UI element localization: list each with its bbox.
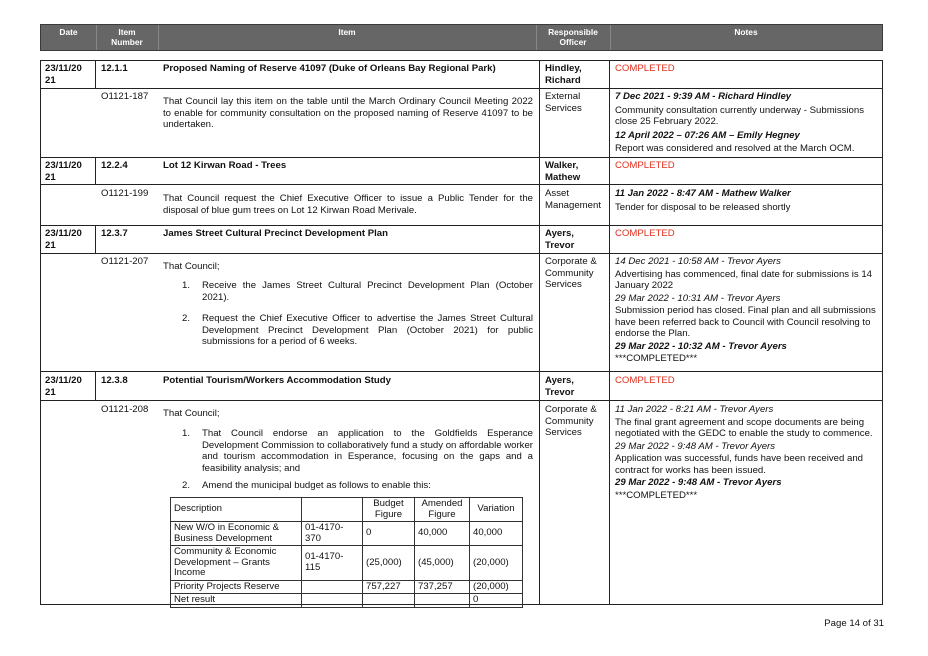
row-divider [40, 184, 883, 185]
note-entry: 12 April 2022 – 07:26 AM – Emily Hegney [615, 129, 800, 141]
header-notes: Notes [734, 27, 758, 37]
row-divider [40, 225, 883, 226]
budget-header: Budget Figure [363, 498, 415, 522]
budget-cell: (20,000) [470, 546, 523, 581]
list-marker: 2. [182, 313, 191, 324]
resolution-intro: That Council; [163, 261, 220, 272]
department: External Services [545, 91, 582, 114]
col-divider [95, 157, 96, 184]
budget-cell: New W/O in Economic & Business Development [171, 522, 302, 546]
note-entry: ***COMPLETED*** [615, 353, 698, 364]
note-entry: 29 Mar 2022 - 10:31 AM - Trevor Ayers [615, 292, 781, 304]
status-completed: COMPLETED [615, 160, 675, 171]
budget-cell: 0 [470, 594, 523, 608]
status-completed: COMPLETED [615, 375, 675, 386]
department: Corporate & Community Services [545, 404, 597, 438]
row-title: Proposed Naming of Reserve 41097 (Duke of Orleans Bay Regional Park) [163, 63, 496, 74]
table-row [171, 498, 523, 522]
list-marker: 2. [182, 480, 191, 491]
budget-cell: 40,000 [415, 522, 470, 546]
budget-cell: Net result [171, 594, 302, 608]
row-divider [40, 253, 883, 254]
notes-cell [615, 256, 877, 365]
notes-cell [615, 188, 877, 213]
row-officer: Walker, Mathew [545, 160, 581, 183]
note-entry: 29 Mar 2022 - 9:48 AM - Trevor Ayers [615, 440, 776, 452]
department: Asset Management [545, 188, 601, 211]
note-entry: 11 Jan 2022 - 8:47 AM - Mathew Walker [615, 188, 791, 199]
col-divider [95, 225, 96, 253]
status-completed: COMPLETED [615, 63, 675, 74]
row-officer: Ayers, Trevor [545, 375, 575, 398]
row-number: 12.1.1 [101, 63, 128, 74]
resolution-text: That Council lay this item on the table until the March Ordinary Council Meeting 2022 to enable for community consultation on the proposed naming of Reserve 41097 to be undertaken. [163, 96, 533, 130]
note-entry: 11 Jan 2022 - 8:21 AM - Trevor Ayers [615, 404, 774, 415]
resolution-intro: That Council; [163, 408, 220, 419]
list-marker: 1. [182, 280, 191, 291]
budget-cell [363, 594, 415, 608]
note-entry: Advertising has commenced, final date for submissions is 14 January 2022 [615, 268, 873, 291]
row-officer: Hindley, Richard [545, 63, 582, 86]
table-row [171, 546, 523, 581]
resolution-text: That Council request the Chief Executive Officer to issue a Public Tender for the disposal of blue gum trees on Lot 12 Kirwan Road Merivale. [163, 193, 533, 216]
budget-cell [415, 594, 470, 608]
row-date: 23/11/20 21 [45, 63, 82, 86]
budget-cell: 01-4170- 115 [302, 546, 363, 581]
note-entry: Submission period has closed. Final plan and all submissions have been referred back to Council with Council resolving to endorse the Plan. [615, 305, 876, 339]
row-date: 23/11/20 21 [45, 375, 82, 398]
table-row [171, 594, 523, 608]
budget-header: Variation [470, 498, 523, 522]
col-divider [539, 60, 540, 605]
budget-cell: 737,257 [415, 580, 470, 594]
notes-cell [615, 91, 877, 155]
budget-table [170, 497, 523, 608]
list-marker: 1. [182, 428, 191, 439]
row-date: 23/11/20 21 [45, 228, 82, 251]
row-number: 12.3.7 [101, 228, 128, 239]
budget-cell: 757,227 [363, 580, 415, 594]
budget-cell: (20,000) [470, 580, 523, 594]
budget-header [302, 498, 363, 522]
row-number: 12.3.8 [101, 375, 128, 386]
budget-cell: (45,000) [415, 546, 470, 581]
row-date: 23/11/20 21 [45, 160, 82, 183]
header-responsible-officer: Responsible Officer [548, 27, 598, 47]
resolution-number: O1121-187 [101, 91, 149, 102]
row-title: Potential Tourism/Workers Accommodation Study [163, 375, 391, 386]
table-row [171, 580, 523, 594]
note-entry: The final grant agreement and scope documents are being negotiated with the GEDC to enable the study to commence. [615, 416, 873, 439]
budget-cell: 0 [363, 522, 415, 546]
note-entry: 7 Dec 2021 - 9:39 AM - Richard Hindley [615, 91, 792, 102]
note-entry: 14 Dec 2021 - 10:58 AM - Trevor Ayers [615, 256, 781, 267]
resolution-number: O1121-199 [101, 188, 149, 199]
resolution-list-item: That Council endorse an application to the Goldfields Esperance Development Commission to collaboratively fund a study on affordable worker and tourism accommodation in Esperance, focusing on the gaps and a feasibility analysis; and [202, 428, 533, 474]
note-entry: 29 Mar 2022 - 10:32 AM - Trevor Ayers [615, 340, 787, 352]
budget-cell [302, 594, 363, 608]
row-divider [40, 400, 883, 401]
header-item: Item [338, 27, 356, 37]
header-date: Date [59, 27, 78, 37]
budget-cell: 40,000 [470, 522, 523, 546]
table-row [171, 522, 523, 546]
resolution-number: O1121-208 [101, 404, 149, 415]
header-item-number: Item Number [111, 27, 143, 47]
resolution-list-item: Request the Chief Executive Officer to advertise the James Street Cultural Development Precinct Development Plan (October 2021) for public submissions for a period of 6 weeks. [202, 313, 533, 347]
row-divider [40, 88, 883, 89]
row-title: James Street Cultural Precinct Development Plan [163, 228, 388, 239]
row-number: 12.2.4 [101, 160, 128, 171]
notes-cell [615, 404, 877, 501]
col-divider [609, 60, 610, 605]
row-divider [40, 371, 883, 372]
budget-cell [302, 580, 363, 594]
row-divider [40, 157, 883, 158]
budget-header: Amended Figure [415, 498, 470, 522]
note-entry: 29 Mar 2022 - 9:48 AM - Trevor Ayers [615, 477, 782, 488]
budget-cell: Community & Economic Development – Grants Income [171, 546, 302, 581]
col-divider [95, 60, 96, 88]
resolution-list-item: Amend the municipal budget as follows to enable this: [202, 480, 431, 491]
note-entry: Application was successful, funds have been received and contract for works has been issued. [615, 453, 863, 476]
resolution-number: O1121-207 [101, 256, 149, 267]
table-header [40, 24, 883, 51]
page-number: Page 14 of 31 [824, 618, 884, 629]
col-divider [95, 371, 96, 400]
budget-header: Description [171, 498, 302, 522]
budget-cell: 01-4170- 370 [302, 522, 363, 546]
budget-cell: Priority Projects Reserve [171, 580, 302, 594]
resolution-list-item: Receive the James Street Cultural Precinct Development Plan (October 2021). [202, 280, 533, 303]
note-entry: Community consultation currently underway - Submissions close 25 February 2022. [615, 104, 865, 127]
note-entry: ***COMPLETED*** [615, 489, 698, 501]
row-officer: Ayers, Trevor [545, 228, 575, 251]
department: Corporate & Community Services [545, 256, 597, 290]
row-title: Lot 12 Kirwan Road - Trees [163, 160, 287, 171]
note-entry: Tender for disposal to be released shortly [615, 201, 791, 213]
status-completed: COMPLETED [615, 228, 675, 239]
note-entry: Report was considered and resolved at the March OCM. [615, 143, 855, 154]
budget-cell: (25,000) [363, 546, 415, 581]
